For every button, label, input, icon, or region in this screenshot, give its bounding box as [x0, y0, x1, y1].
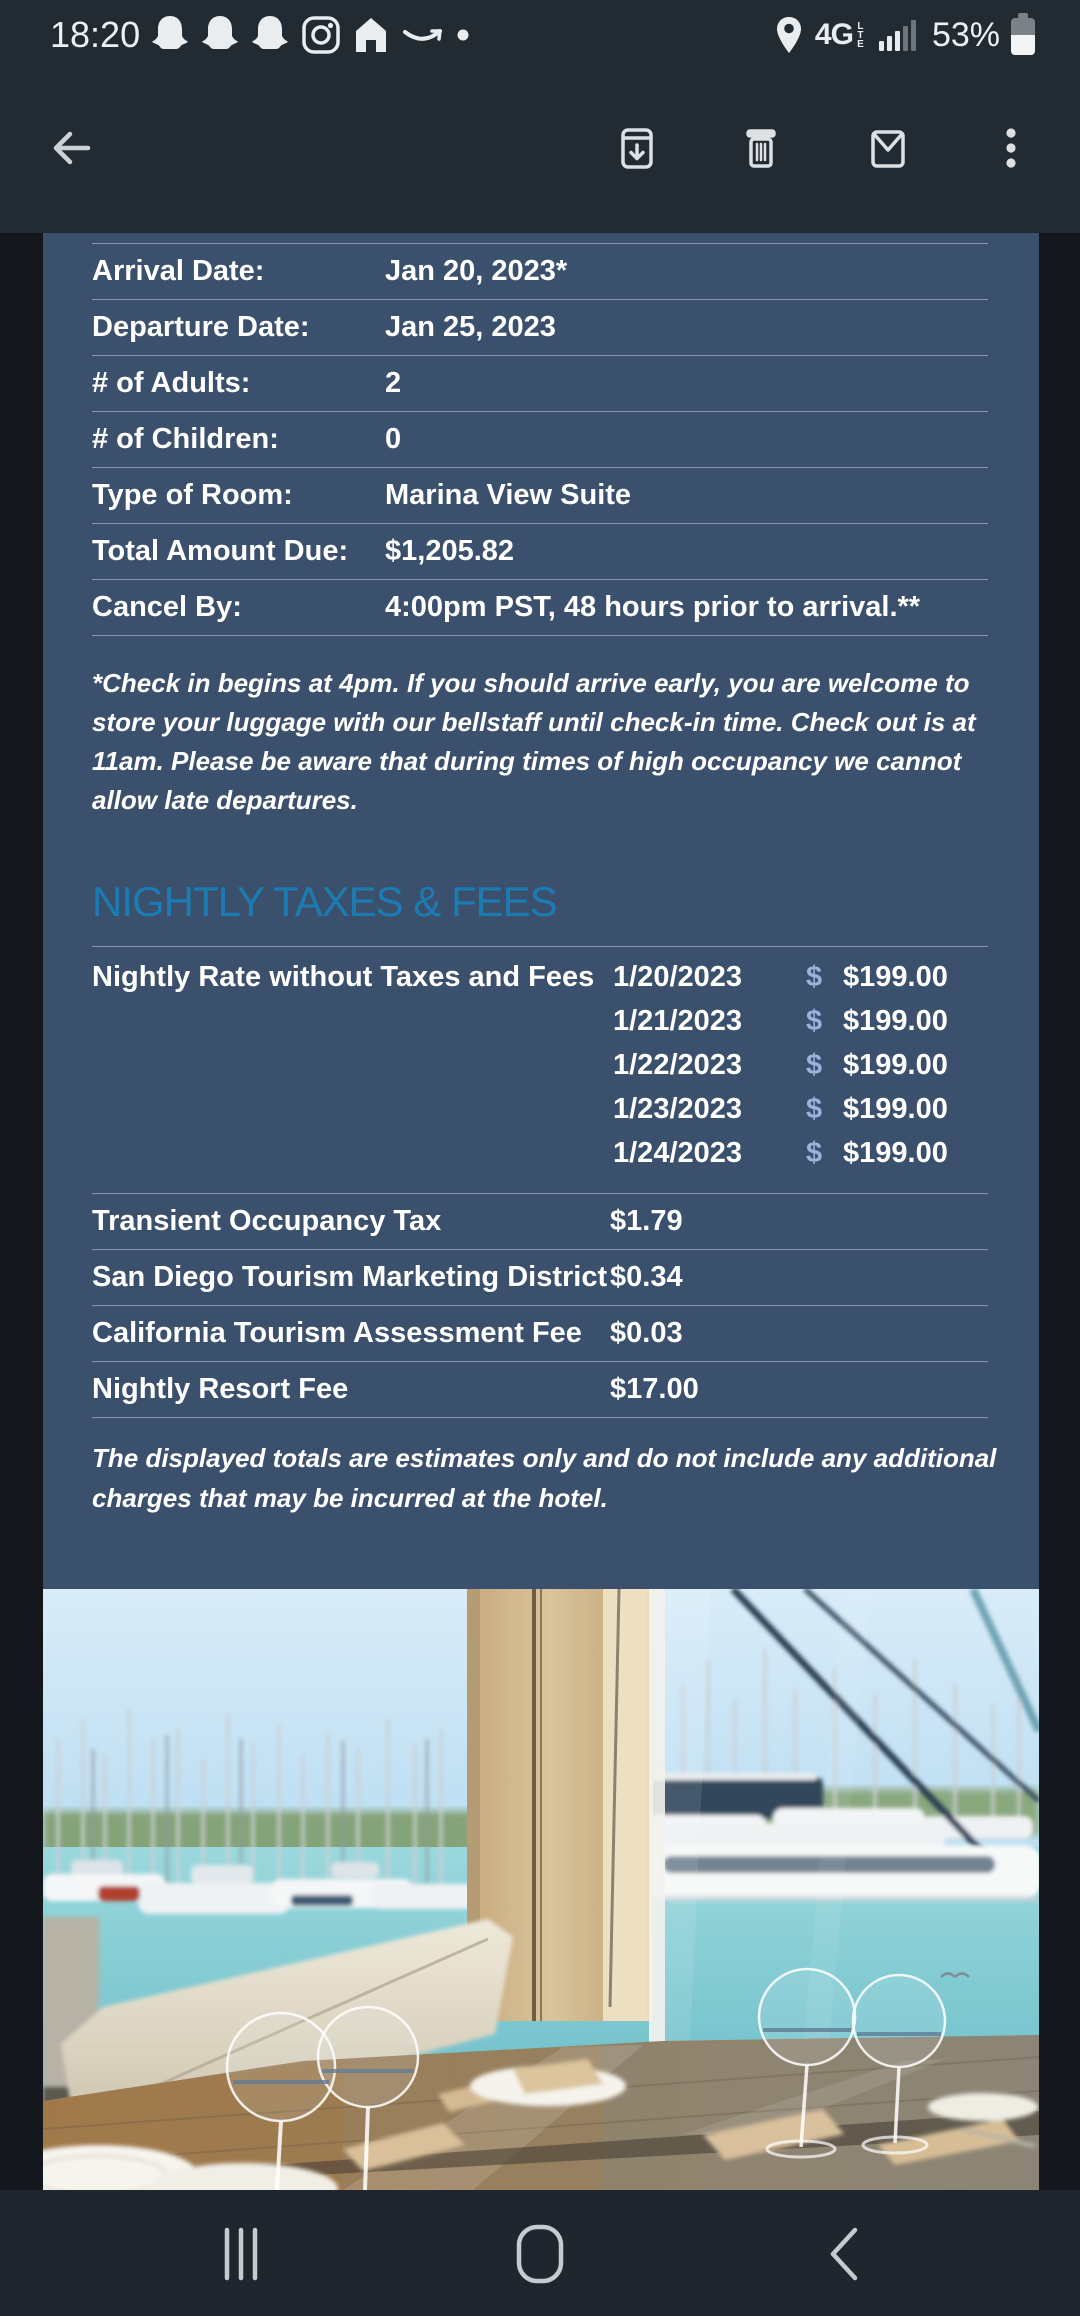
network-indicator: [815, 18, 865, 52]
network-type-label: 4G: [814, 18, 853, 51]
taxes-heading: NIGHTLY TAXES & FEES: [92, 878, 557, 925]
checkin-note: *Check in begins at 4pm. If you should arrive early, you are welcome to store your luggage with our bellstaff until check-in time. Check out is at 11am. Please be aware that during times of high occupancy we cannot allow late departures.: [92, 668, 976, 815]
rate-amount: $199.00: [843, 960, 948, 993]
rate-date: 1/24/2023: [613, 1136, 743, 1169]
table-row: [92, 356, 988, 412]
currency-symbol: $: [806, 1048, 823, 1081]
row-label: # of Adults:: [92, 367, 251, 399]
marina-restaurant-photo: [43, 1589, 1039, 2190]
recent-apps-icon: [211, 2224, 271, 2284]
currency-symbol: $: [806, 1004, 823, 1037]
snapchat-notification-icon: [200, 13, 240, 57]
more-notifications-dot: [456, 28, 470, 42]
table-row: [92, 524, 988, 580]
android-navigation-bar: [0, 2190, 1080, 2316]
fee-label: Nightly Resort Fee: [92, 1373, 349, 1405]
rate-date: 1/23/2023: [613, 1092, 743, 1125]
row-value: Jan 20, 2023*: [385, 255, 568, 287]
row-value: 2: [385, 367, 402, 399]
fee-row: [92, 1250, 988, 1306]
instagram-notification-icon: [300, 14, 342, 56]
table-row: [92, 300, 988, 356]
rate-amount: $199.00: [843, 1004, 948, 1037]
nightly-rates-table: [92, 946, 988, 1175]
envelope-icon: [864, 124, 912, 172]
row-label: Type of Room:: [92, 479, 293, 511]
back-chevron-icon: [817, 2224, 877, 2284]
back-nav-button[interactable]: [817, 2224, 877, 2284]
mark-unread-button[interactable]: [864, 124, 912, 172]
currency-symbol: $: [806, 1092, 823, 1125]
rate-amount: $199.00: [843, 1092, 948, 1125]
rate-row: [92, 1087, 988, 1131]
row-value: 4:00pm PST, 48 hours prior to arrival.**: [385, 591, 921, 623]
rate-amount: $199.00: [843, 1048, 948, 1081]
totals-disclaimer: The displayed totals are estimates only and do not include any additional charges that may be incurred at the hotel.: [92, 1443, 997, 1513]
clock-time: 18:20: [50, 14, 141, 55]
snapchat-notification-icon: [250, 13, 290, 57]
home-squircle-icon: [510, 2224, 570, 2284]
phone-header: [0, 0, 1080, 233]
fee-value: $0.34: [610, 1261, 683, 1293]
rate-row: [92, 1043, 988, 1087]
back-button[interactable]: [46, 124, 94, 172]
reservation-details-section: [43, 233, 1039, 1589]
rate-row: [92, 955, 988, 999]
nightly-rate-label: Nightly Rate without Taxes and Fees: [92, 960, 595, 993]
email-content: [43, 233, 1039, 2190]
table-row: [92, 580, 988, 636]
row-label: Total Amount Due:: [92, 535, 349, 567]
table-row: [92, 468, 988, 524]
fee-value: $17.00: [610, 1373, 699, 1405]
row-value: Marina View Suite: [385, 479, 632, 511]
row-value: 0: [385, 423, 402, 455]
email-toolbar: [0, 70, 1080, 233]
snapchat-notification-icon: [150, 13, 190, 57]
row-label: # of Children:: [92, 423, 279, 455]
row-label: Cancel By:: [92, 591, 242, 623]
fee-row: [92, 1306, 988, 1362]
rate-date: 1/20/2023: [613, 960, 743, 993]
network-lte-label: LTE: [854, 21, 866, 48]
fee-row: [92, 1194, 988, 1250]
recent-apps-button[interactable]: [211, 2224, 271, 2284]
table-row: [92, 244, 988, 300]
trash-icon: [737, 124, 785, 172]
location-icon: [773, 15, 805, 55]
fee-value: $0.03: [610, 1317, 683, 1349]
row-value: $1,205.82: [385, 535, 515, 567]
overflow-menu-icon: [987, 124, 1035, 172]
row-label: Arrival Date:: [92, 255, 265, 287]
status-bar: [0, 0, 1080, 70]
rate-date: 1/22/2023: [613, 1048, 743, 1081]
rate-row: [92, 1131, 988, 1175]
more-options-button[interactable]: [987, 124, 1035, 172]
archive-icon: [613, 124, 661, 172]
archive-button[interactable]: [613, 124, 661, 172]
delete-button[interactable]: [737, 124, 785, 172]
fee-label: Transient Occupancy Tax: [92, 1205, 442, 1237]
fee-value: $1.79: [610, 1205, 683, 1237]
row-label: Departure Date:: [92, 311, 310, 343]
currency-symbol: $: [806, 1136, 823, 1169]
fees-table: [92, 1193, 988, 1418]
fee-label: California Tourism Assessment Fee: [92, 1317, 582, 1349]
amazon-notification-icon: [400, 18, 446, 52]
fee-row: [92, 1362, 988, 1418]
home-button[interactable]: [510, 2224, 570, 2284]
home-app-notification-icon: [352, 14, 390, 56]
table-row: [92, 412, 988, 468]
fee-label: San Diego Tourism Marketing District: [92, 1261, 608, 1293]
rate-date: 1/21/2023: [613, 1004, 743, 1037]
row-value: Jan 25, 2023: [385, 311, 556, 343]
battery-icon: [1010, 13, 1036, 57]
battery-percent-label: 53%: [931, 15, 1000, 54]
rate-amount: $199.00: [843, 1136, 948, 1169]
reservation-table: [92, 243, 988, 636]
rate-row: [92, 999, 988, 1043]
back-arrow-icon: [46, 124, 94, 172]
currency-symbol: $: [806, 960, 823, 993]
signal-strength-icon: [879, 19, 916, 51]
